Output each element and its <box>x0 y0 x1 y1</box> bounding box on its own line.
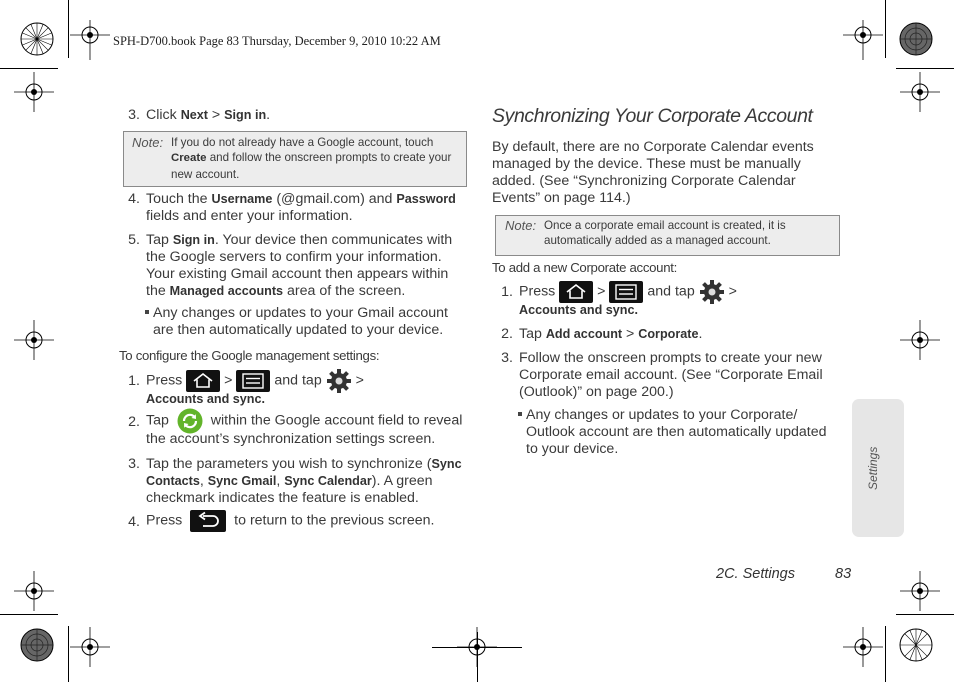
registration-mark-icon <box>18 626 56 664</box>
bullet-item: Any changes or updates to your Corporate/ Outlook account are then automatically updated to your device. <box>518 407 827 458</box>
step-number: 2. <box>128 414 140 430</box>
cfg-step-4: Press to return to the previous screen. <box>146 510 434 532</box>
crop-mark-icon <box>14 320 54 360</box>
trim-line <box>896 68 954 69</box>
cfg-step-3: Tap the parameters you wish to synchronize (Sync Contacts, Sync Gmail, Sync Calendar). A green checkmark indicates the feature is enabled. <box>146 456 462 506</box>
note-label: Note: <box>505 218 537 233</box>
page-number: 83 <box>835 566 852 582</box>
menu-key-icon <box>236 370 270 392</box>
procedure-intro: To configure the Google management settings: <box>119 348 380 363</box>
corp-step-1: Press > and tap > <box>519 279 737 305</box>
footer-section: 2C. Settings <box>716 566 795 582</box>
crop-mark-icon <box>900 72 940 112</box>
crop-mark-icon <box>14 571 54 611</box>
section-paragraph: By default, there are no Corporate Calendar events managed by the device. These must be manually added. (See “Synchronizing Corporate Calendar Events” on page 114.) <box>492 139 814 206</box>
trim-line <box>885 626 886 682</box>
step-number: 3. <box>128 107 140 123</box>
registration-mark-icon <box>18 20 56 58</box>
note-box <box>123 131 467 187</box>
step-number: 5. <box>128 232 140 248</box>
bullet-icon <box>518 412 522 416</box>
home-key-icon <box>559 281 593 303</box>
settings-gear-icon <box>699 279 725 305</box>
step-number: 2. <box>501 326 513 342</box>
bullet-item: Any changes or updates to your Gmail account are then automatically updated to your device. <box>145 305 448 339</box>
crop-mark-icon <box>843 627 883 667</box>
step-5-text: Tap Sign in. Your device then communicates with the Google servers to confirm your information. Your existing Gmail account then appears within the Managed accounts area of the screen. <box>146 232 453 299</box>
crop-mark-icon <box>843 20 883 60</box>
section-tab-label: Settings <box>866 446 880 490</box>
cfg-step-1-target: Accounts and sync. <box>146 392 265 406</box>
step-4-text: Touch the Username (@gmail.com) and Password fields and enter your information. <box>146 191 456 224</box>
trim-line <box>68 626 69 682</box>
note-text: If you do not already have a Google account, touch Create and follow the onscreen prompts to create your new account. <box>171 136 452 181</box>
trim-line <box>477 632 478 682</box>
crop-mark-icon <box>70 20 110 60</box>
procedure-intro: To add a new Corporate account: <box>492 260 677 275</box>
corp-step-1-target: Accounts and sync. <box>519 303 638 317</box>
step-number: 4. <box>128 191 140 207</box>
note-box <box>495 215 840 256</box>
cfg-step-2-line2: the account’s synchronization settings screen. <box>146 431 436 447</box>
crop-mark-icon <box>900 320 940 360</box>
corp-step-2: Tap Add account > Corporate. <box>519 326 703 342</box>
trim-line <box>896 614 954 615</box>
cfg-step-1: Press > and tap > <box>146 368 364 394</box>
trim-line <box>885 0 886 58</box>
section-title: Synchronizing Your Corporate Account <box>492 105 813 127</box>
step-number: 3. <box>501 350 513 366</box>
corp-step-3: Follow the onscreen prompts to create your new Corporate email account. (See “Corporate Email (Outlook)” on page 200.) <box>519 350 823 400</box>
registration-mark-icon <box>897 626 935 664</box>
cfg-step-2: Tap within the Google account field to reveal <box>146 408 462 434</box>
note-text: Once a corporate email account is created, it is automatically added as a managed account. <box>544 219 786 248</box>
home-key-icon <box>186 370 220 392</box>
print-header: SPH-D700.book Page 83 Thursday, December 9, 2010 10:22 AM <box>113 34 441 48</box>
bullet-icon <box>145 310 149 314</box>
menu-key-icon <box>609 281 643 303</box>
step-3-text: Click Next > Sign in. <box>146 107 271 123</box>
step-number: 3. <box>128 456 140 472</box>
settings-gear-icon <box>326 368 352 394</box>
step-number: 1. <box>501 284 513 300</box>
trim-line <box>0 614 58 615</box>
registration-mark-icon <box>897 20 935 58</box>
note-label: Note: <box>132 135 164 150</box>
crop-mark-icon <box>900 571 940 611</box>
step-number: 1. <box>128 373 140 389</box>
crop-mark-icon <box>14 72 54 112</box>
trim-line <box>0 68 58 69</box>
crop-mark-icon <box>70 627 110 667</box>
back-key-icon <box>190 510 226 532</box>
trim-line <box>68 0 69 58</box>
step-number: 4. <box>128 514 140 530</box>
